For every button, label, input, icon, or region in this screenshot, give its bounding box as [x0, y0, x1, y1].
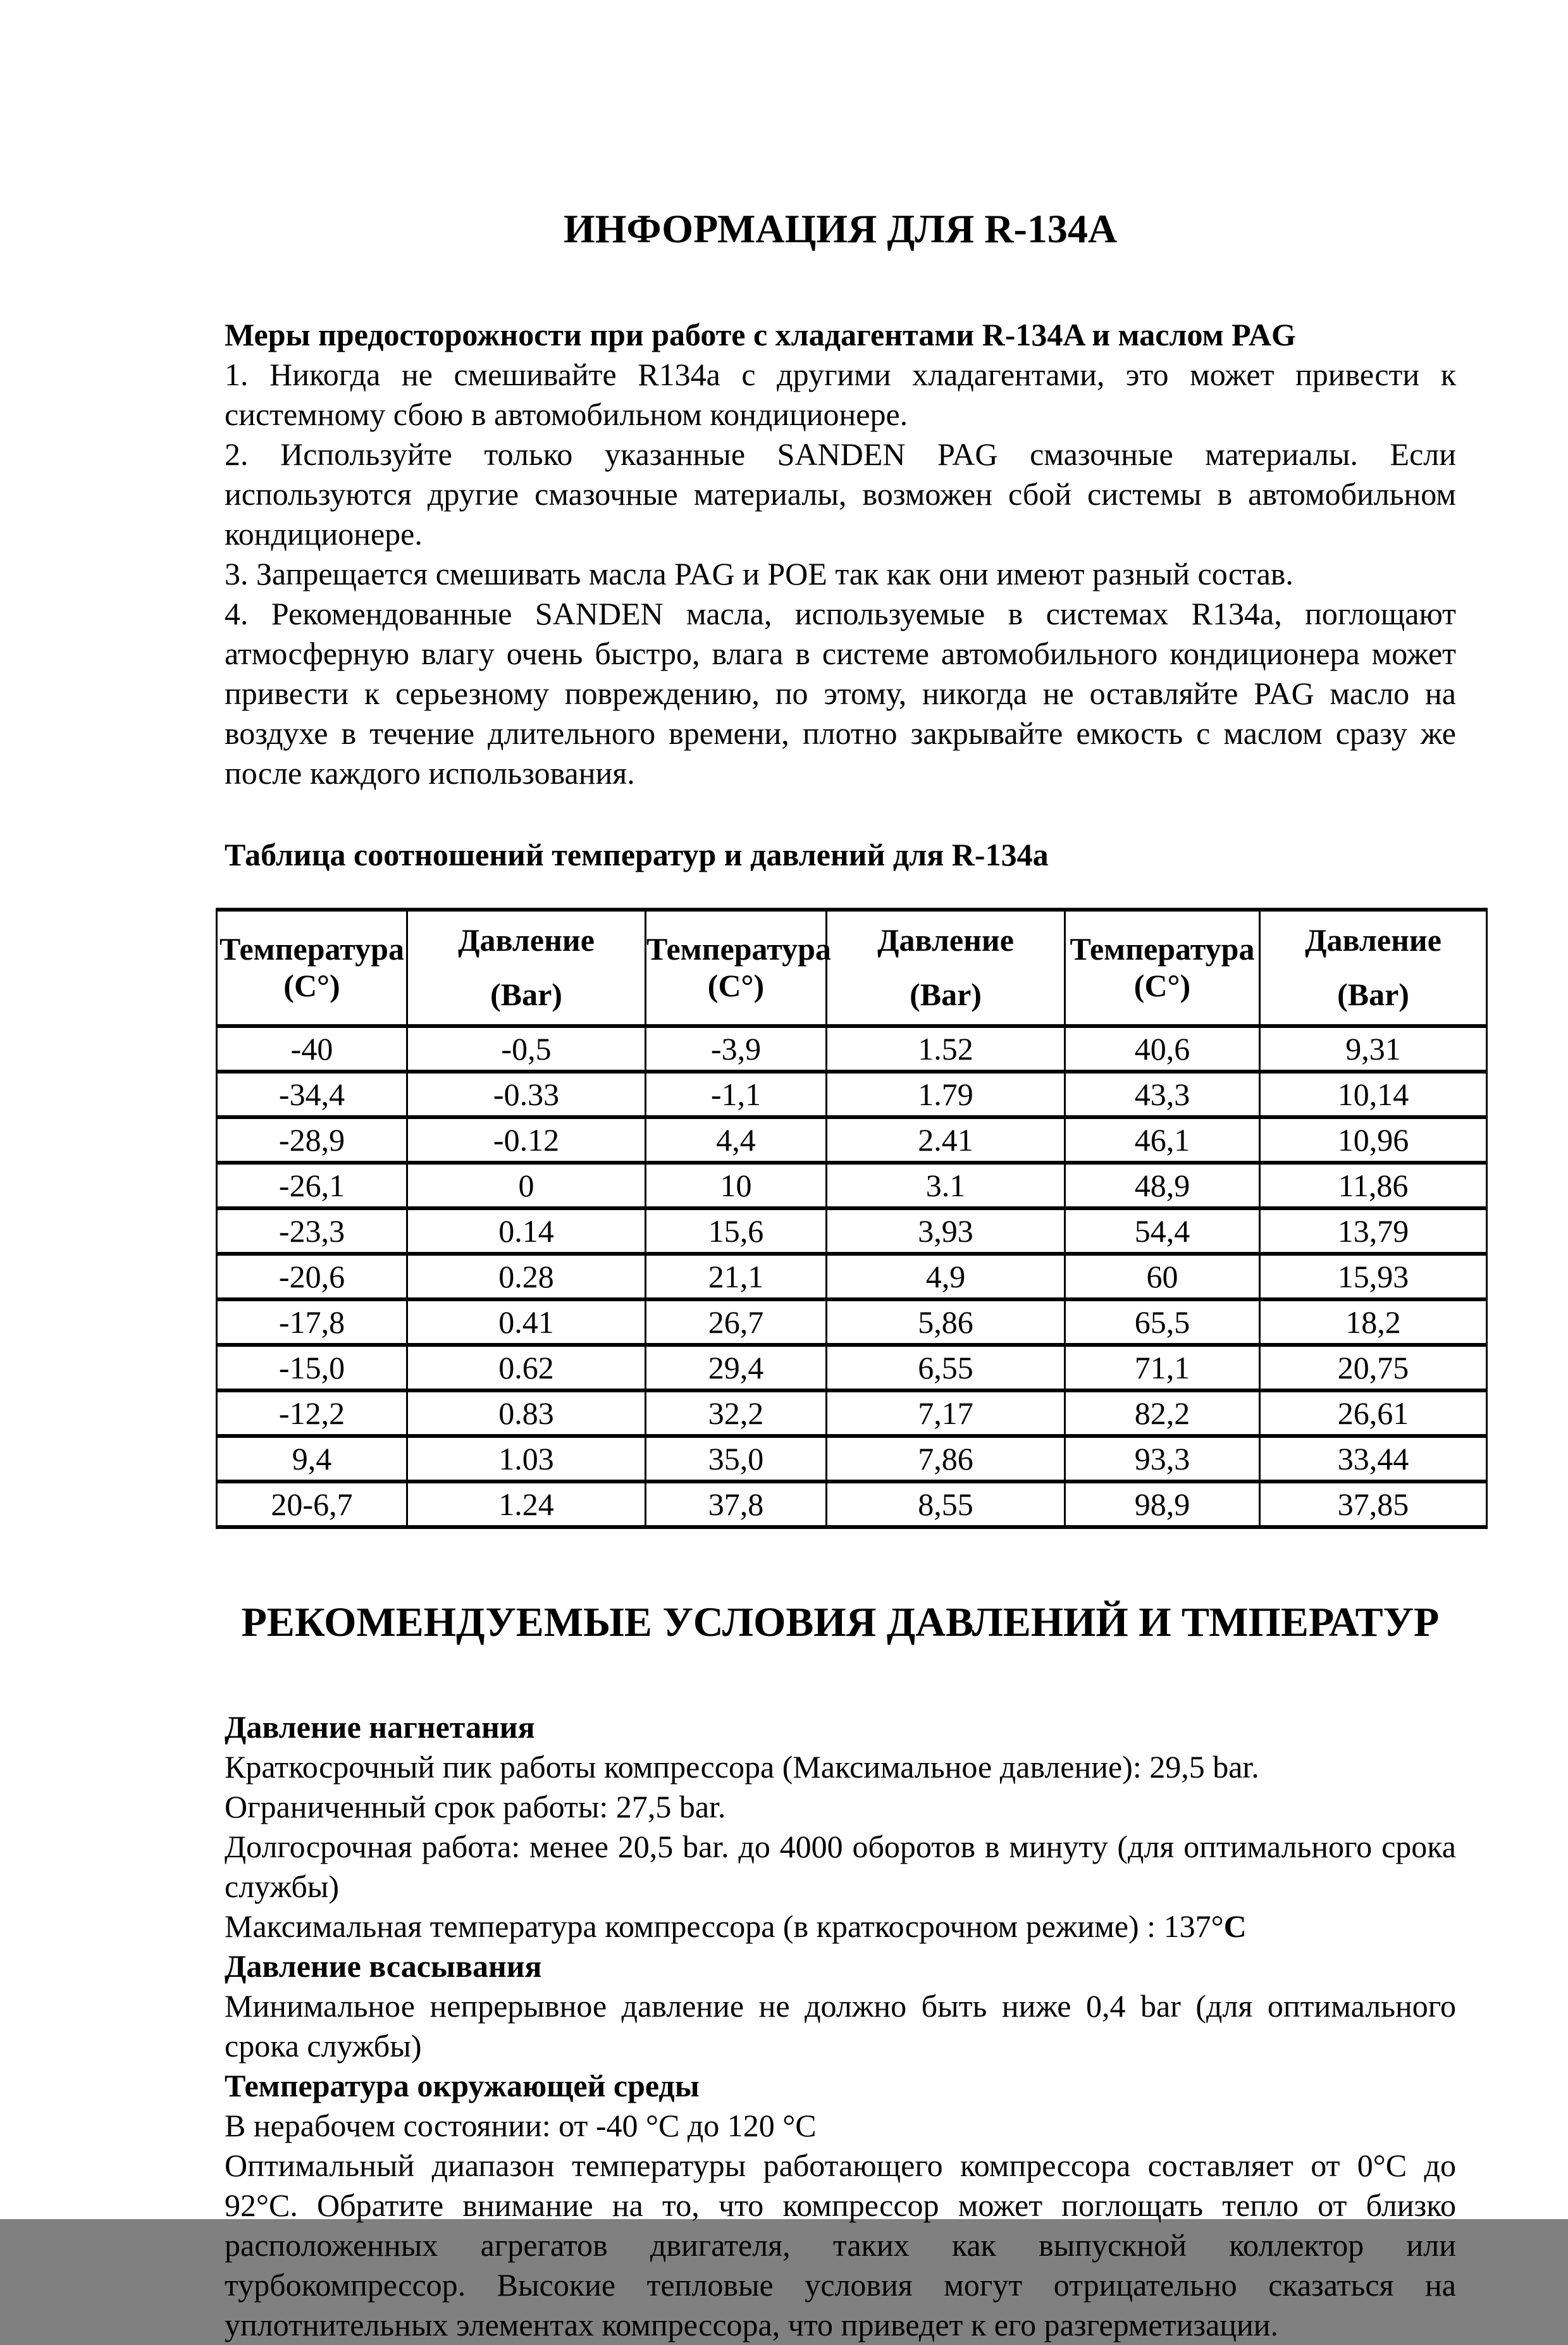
table-cell: -1,1	[646, 1072, 827, 1117]
table-cell: -34,4	[217, 1072, 407, 1117]
table-cell: 82,2	[1065, 1390, 1260, 1436]
table-cell: 1.52	[827, 1026, 1065, 1072]
table-cell: 6,55	[827, 1345, 1065, 1390]
ambient-line-optimal-range: Оптимальный диапазон температуры работающего компрессора составляет от 0°C до 92°C. Обратите внимание на то, что компрессор может поглощать тепло от близко расположенных агрегатов двигателя, таких как выпускной коллектор или турбокомпрессор. Высокие тепловые условия могут отрицательно сказаться на уплотнительных элементах компрессора, что приведет к его разгерметизации.	[225, 2148, 1456, 2342]
table-cell: 1.24	[407, 1482, 646, 1527]
pressure-temperature-table	[216, 908, 1488, 1529]
table-cell: 3,93	[827, 1208, 1065, 1254]
recommended-conditions-heading: РЕКОМЕНДУЕМЫЕ УСЛОВИЯ ДАВЛЕНИЙ И ТМПЕРАТУР	[241, 1599, 1440, 1645]
pressure-temperature-table-body	[217, 1026, 1487, 1527]
table-cell: 15,93	[1260, 1254, 1487, 1299]
header-cell-pressure-2: Давление (Bar)	[827, 910, 1065, 1026]
table-cell: 46,1	[1065, 1117, 1260, 1163]
table-cell: 20,75	[1260, 1345, 1487, 1390]
precaution-item-3: 3. Запрещается смешивать масла PAG и POE так как они имеют разный состав.	[225, 556, 1293, 591]
table-cell: 5,86	[827, 1299, 1065, 1345]
table-cell: 4,9	[827, 1254, 1065, 1299]
table-cell: 9,4	[217, 1436, 407, 1482]
table-cell: 0	[407, 1163, 646, 1208]
table-cell: 7,86	[827, 1436, 1065, 1482]
table-cell: -17,8	[217, 1299, 407, 1345]
precautions-heading: Меры предосторожности при работе с хладагентами R-134A и маслом PAG	[225, 317, 1296, 352]
table-cell: 10,96	[1260, 1117, 1487, 1163]
table-cell: 37,85	[1260, 1482, 1487, 1527]
table-row	[217, 1345, 1487, 1390]
table-cell: 60	[1065, 1254, 1260, 1299]
table-cell: 3.1	[827, 1163, 1065, 1208]
table-cell: 26,61	[1260, 1390, 1487, 1436]
ambient-line-idle-range: В нерабочем состоянии: от -40 °C до 120 °C	[225, 2108, 817, 2143]
ambient-temperature-heading: Температура окружающей среды	[225, 2068, 700, 2103]
table-cell: -26,1	[217, 1163, 407, 1208]
table-cell: 37,8	[646, 1482, 827, 1527]
header-cell-temperature-1: Температура (C°)	[217, 910, 407, 1026]
table-cell: 0.62	[407, 1345, 646, 1390]
table-cell: 32,2	[646, 1390, 827, 1436]
discharge-line-peak: Краткосрочный пик работы компрессора (Максимальное давление): 29,5 bar.	[225, 1749, 1259, 1785]
header-cell-pressure-3: Давление (Bar)	[1260, 910, 1487, 1026]
table-cell: 0.83	[407, 1390, 646, 1436]
table-cell: 13,79	[1260, 1208, 1487, 1254]
table-cell: 21,1	[646, 1254, 827, 1299]
header-cell-temperature-3: Температура (C°)	[1065, 910, 1260, 1026]
table-row	[217, 1072, 1487, 1117]
max-temp-unit: C	[1223, 1909, 1247, 1944]
document-title: ИНФОРМАЦИЯ ДЛЯ R-134A	[563, 206, 1118, 251]
precaution-item-4: 4. Рекомендованные SANDEN масла, используемые в системах R134a, поглощают атмосферную влагу очень быстро, влага в системе автомобильного кондиционера может привести к серьезному повреждению, по этому, никогда не оставляйте PAG масло на воздухе в течение длительного времени, плотно закрывайте емкость с маслом сразу же после каждого использования.	[225, 596, 1456, 791]
table-cell: -12,2	[217, 1390, 407, 1436]
table-cell: 0.41	[407, 1299, 646, 1345]
table-cell: -0,5	[407, 1026, 646, 1072]
discharge-line-limited: Ограниченный срок работы: 27,5 bar.	[225, 1789, 726, 1824]
table-cell: -0.12	[407, 1117, 646, 1163]
table-row	[217, 1390, 1487, 1436]
table-cell: -15,0	[217, 1345, 407, 1390]
table-cell: 1.03	[407, 1436, 646, 1482]
table-cell: 98,9	[1065, 1482, 1260, 1527]
table-cell: 43,3	[1065, 1072, 1260, 1117]
table-row	[217, 1254, 1487, 1299]
table-cell: 10,14	[1260, 1072, 1487, 1117]
header-cell-pressure-1: Давление (Bar)	[407, 910, 646, 1026]
precaution-item-2: 2. Используйте только указанные SANDEN PAG смазочные материалы. Если используются другие смазочные материалы, возможен сбой системы в автомобильном кондиционере.	[225, 436, 1456, 552]
table-cell: 40,6	[1065, 1026, 1260, 1072]
table-cell: 71,1	[1065, 1345, 1260, 1390]
table-cell: 8,55	[827, 1482, 1065, 1527]
table-cell: -23,3	[217, 1208, 407, 1254]
table-cell: 65,5	[1065, 1299, 1260, 1345]
ambient-temperature-section	[225, 2066, 1456, 2345]
table-cell: -28,9	[217, 1117, 407, 1163]
table-cell: 15,6	[646, 1208, 827, 1254]
table-row	[217, 1299, 1487, 1345]
suction-pressure-section	[225, 1946, 1456, 2066]
discharge-line-max-temp	[225, 1907, 1456, 1946]
table-cell: 7,17	[827, 1390, 1065, 1436]
table-cell: 0.28	[407, 1254, 646, 1299]
table-cell: 29,4	[646, 1345, 827, 1390]
suction-pressure-heading: Давление всасывания	[225, 1948, 542, 1984]
table-cell: 1.79	[827, 1072, 1065, 1117]
table-cell: -20,6	[217, 1254, 407, 1299]
discharge-pressure-heading: Давление нагнетания	[225, 1709, 535, 1745]
precautions-section	[225, 315, 1456, 793]
discharge-line-longterm: Долгосрочная работа: менее 20,5 bar. до 4000 оборотов в минуту (для оптимального срока службы)	[225, 1829, 1456, 1904]
table-caption: Таблица соотношений температур и давлений для R-134a	[225, 837, 1049, 872]
table-cell: 26,7	[646, 1299, 827, 1345]
table-cell: 0.14	[407, 1208, 646, 1254]
table-row	[217, 1117, 1487, 1163]
table-cell: 4,4	[646, 1117, 827, 1163]
max-temp-text: Максимальная температура компрессора (в краткосрочном режиме) : 137°	[225, 1909, 1224, 1944]
table-cell: -40	[217, 1026, 407, 1072]
pressure-temperature-table-section	[219, 835, 1456, 1529]
table-cell: 20-6,7	[217, 1482, 407, 1527]
table-cell: 9,31	[1260, 1026, 1487, 1072]
table-row	[217, 1208, 1487, 1254]
table-row	[217, 1482, 1487, 1527]
table-cell: 11,86	[1260, 1163, 1487, 1208]
table-cell: 35,0	[646, 1436, 827, 1482]
table-cell: -0.33	[407, 1072, 646, 1117]
table-row	[217, 1163, 1487, 1208]
header-cell-temperature-2: Температура (C°)	[646, 910, 827, 1026]
table-cell: 54,4	[1065, 1208, 1260, 1254]
suction-line-min: Минимальное непрерывное давление не должно быть ниже 0,4 bar (для оптимального срока службы)	[225, 1988, 1456, 2063]
table-cell: 48,9	[1065, 1163, 1260, 1208]
table-cell: -3,9	[646, 1026, 827, 1072]
table-row	[217, 1436, 1487, 1482]
table-cell: 93,3	[1065, 1436, 1260, 1482]
table-header-row	[217, 910, 1487, 1026]
discharge-pressure-section	[225, 1707, 1456, 1946]
table-row	[217, 1026, 1487, 1072]
table-cell: 10	[646, 1163, 827, 1208]
table-cell: 33,44	[1260, 1436, 1487, 1482]
precaution-item-1: 1. Никогда не смешивайте R134a с другими хладагентами, это может привести к системному сбою в автомобильном кондиционере.	[225, 357, 1456, 432]
table-cell: 18,2	[1260, 1299, 1487, 1345]
table-cell: 2.41	[827, 1117, 1065, 1163]
